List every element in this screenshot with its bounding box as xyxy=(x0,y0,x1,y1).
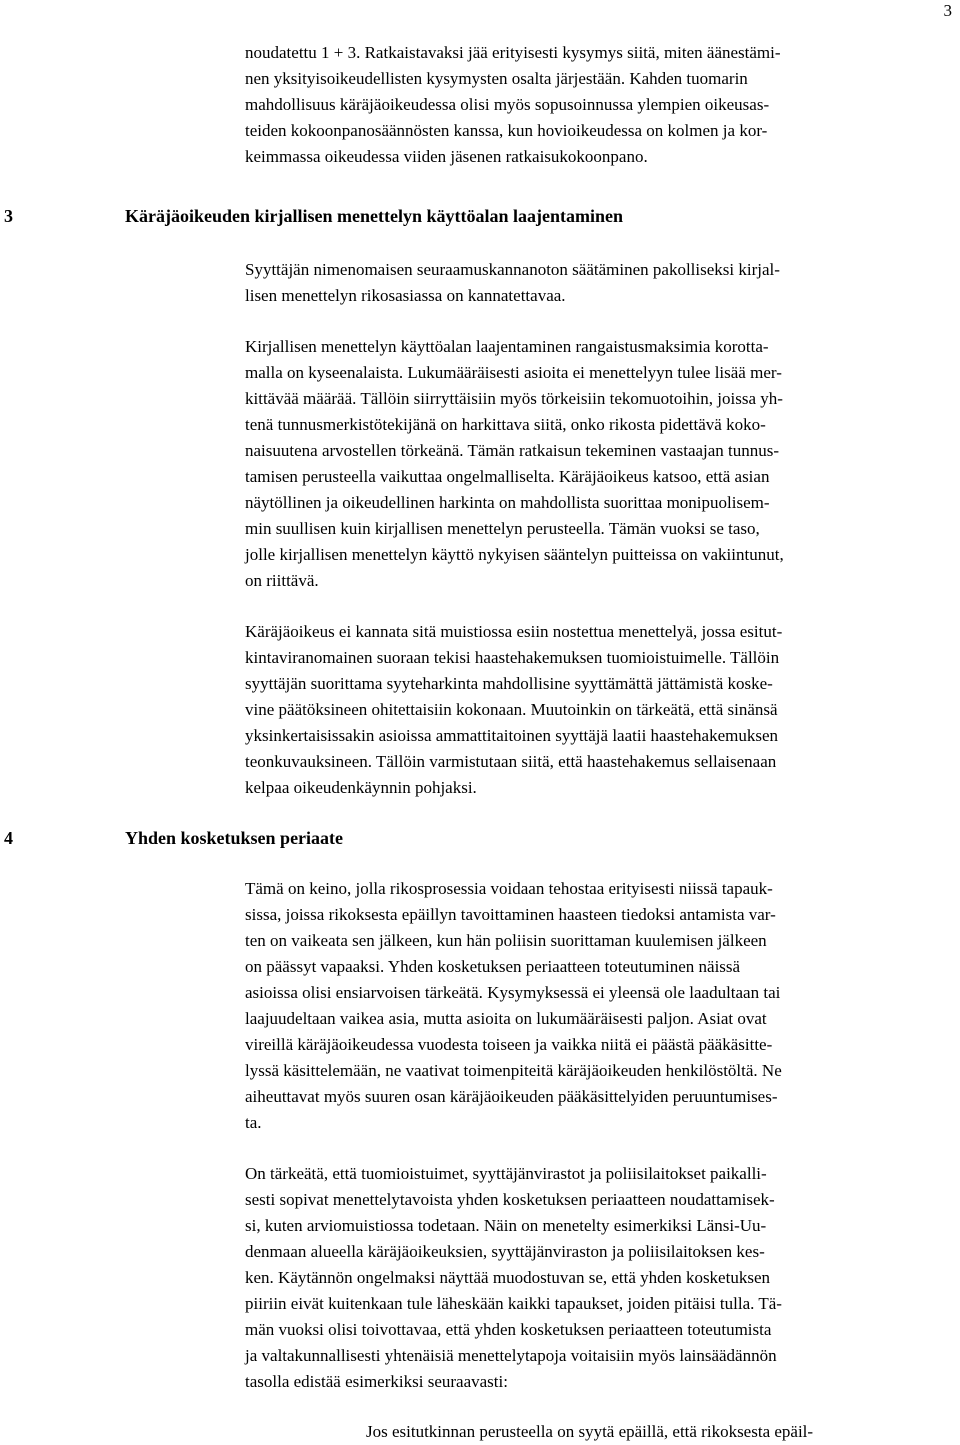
text-line: vireillä käräjäoikeudessa vuodesta toiseen ja vaikka niitä ei päästä pääkäsitte- xyxy=(245,1035,773,1054)
text-line: ken. Käytännön ongelmaksi näyttää muodostuvan se, että yhden kosketuksen xyxy=(245,1268,770,1287)
text-line: sesti sopivat menettelytavoista yhden kosketuksen periaatteen noudattamisek- xyxy=(245,1190,775,1209)
text-line: ten on vaikeata sen jälkeen, kun hän poliisin suorittaman kuulemisen jälkeen xyxy=(245,931,767,950)
section-number: 4 xyxy=(4,828,13,848)
text-line: kittävää määrää. Tällöin siirryttäisiin myös törkeisiin tekomuotoihin, joissa yh- xyxy=(245,389,783,408)
text-line: teiden kokoonpanosäännösten kanssa, kun hovioikeudessa on kolmen ja kor- xyxy=(245,121,768,140)
quote-line: Jos esitutkinnan perusteella on syytä epäillä, että rikoksesta epäil- xyxy=(366,1422,814,1441)
text-line: yksinkertaisissakin asioissa ammattitaitoinen syyttäjä laatii haastehakemuksen xyxy=(245,726,779,745)
text-line: on päässyt vapaaksi. Yhden kosketuksen periaatteen toteutuminen näissä xyxy=(245,957,741,976)
text-line: si, kuten arviomuistiossa todetaan. Näin on menetelty esimerkiksi Länsi-Uu- xyxy=(245,1216,767,1235)
text-line: Kirjallisen menettelyn käyttöalan laajentaminen rangaistusmaksimia korotta- xyxy=(245,337,769,356)
text-line: näytöllinen ja oikeudellinen harkinta on mahdollista suorittaa monipuolisem- xyxy=(245,493,770,512)
text-line: Syyttäjän nimenomaisen seuraamuskannanoton säätäminen pakolliseksi kirjal- xyxy=(245,260,780,279)
text-line: kintaviranomainen suoraan tekisi haastehakemuksen tuomioistuimelle. Tällöin xyxy=(245,648,780,667)
text-line: Tämä on keino, jolla rikosprosessia voidaan tehostaa erityisesti niissä tapauk- xyxy=(245,879,773,898)
page-number: 3 xyxy=(943,1,952,20)
text-line: denmaan alueella käräjäoikeuksien, syyttäjänviraston ja poliisilaitoksen kes- xyxy=(245,1242,765,1261)
text-line: vine päätöksineen ohitettaisiin kokonaan. Muutoinkin on tärkeätä, että sinänsä xyxy=(245,700,778,719)
text-line: On tärkeätä, että tuomioistuimet, syyttäjänvirastot ja poliisilaitokset paikalli- xyxy=(245,1164,767,1183)
text-line: lisen menettelyn rikosasiassa on kannatettavaa. xyxy=(245,286,566,305)
text-line: sissa, joissa rikoksesta epäillyn tavoittaminen haasteen tiedoksi antamista var- xyxy=(245,905,776,924)
text-line: mahdollisuus käräjäoikeudessa olisi myös sopusoinnussa ylempien oikeusas- xyxy=(245,95,770,114)
text-line: tasolla edistää esimerkiksi seuraavasti: xyxy=(245,1372,508,1391)
text-line: lyssä käsittelemään, ne vaativat toimenpiteitä käräjäoikeuden henkilöstöltä. Ne xyxy=(245,1061,782,1080)
text-line: asioissa olisi ensiarvoisen tärkeätä. Kysymyksessä ei yleensä ole laadultaan tai xyxy=(245,983,781,1002)
text-line: noudatettu 1 + 3. Ratkaistavaksi jää erityisesti kysymys siitä, miten äänestämi- xyxy=(245,43,781,62)
text-line: ta. xyxy=(245,1113,262,1132)
text-line: syyttäjän suorittama syyteharkinta mahdollisine syyttämättä jättämistä koske- xyxy=(245,674,773,693)
text-line: laajuudeltaan vaikea asia, mutta asioita on lukumääräisesti paljon. Asiat ovat xyxy=(245,1009,767,1028)
text-line: min suullisen kuin kirjallisen menettelyn perusteella. Tämän vuoksi se taso, xyxy=(245,519,760,538)
text-line: kelpaa oikeudenkäynnin pohjaksi. xyxy=(245,778,477,797)
text-line: naisuutena arvostellen törkeänä. Tämän ratkaisun tekeminen vastaajan tunnus- xyxy=(245,441,780,460)
text-line: jolle kirjallisen menettelyn käyttö nykyisen sääntelyn puitteissa on vakiintunut, xyxy=(245,545,784,564)
text-line: män vuoksi olisi toivottavaa, että yhden kosketuksen periaatteen toteutumista xyxy=(245,1320,772,1339)
text-line: aiheuttavat myös suuren osan käräjäoikeuden pääkäsittelyiden peruuntumises- xyxy=(245,1087,778,1106)
text-line: on riittävä. xyxy=(245,571,319,590)
text-line: tamisen perusteella vaikuttaa ongelmalliselta. Käräjäoikeus katsoo, että asian xyxy=(245,467,770,486)
text-line: malla on kyseenalaista. Lukumääräisesti asioita ei menettelyyn tulee lisää mer- xyxy=(245,363,782,382)
section-title: Käräjäoikeuden kirjallisen menettelyn käyttöalan laajentaminen xyxy=(125,206,623,226)
section-number: 3 xyxy=(4,206,13,226)
text-line: teonkuvauksineen. Tällöin varmistutaan siitä, että haastehakemus sellaisenaan xyxy=(245,752,777,771)
text-line: keimmassa oikeudessa viiden jäsenen ratkaisukokoonpano. xyxy=(245,147,648,166)
text-line: tenä tunnusmerkistötekijänä on harkittava siitä, onko rikosta pidettävä koko- xyxy=(245,415,766,434)
text-line: ja valtakunnallisesti yhtenäisiä menettelytapoja voitaisiin myös lainsäädännön xyxy=(245,1346,777,1365)
section-title: Yhden kosketuksen periaate xyxy=(125,828,344,848)
text-line: nen yksityisoikeudellisten kysymysten osalta järjestään. Kahden tuomarin xyxy=(245,69,748,88)
text-line: Käräjäoikeus ei kannata sitä muistiossa esiin nostettua menettelyä, jossa esitut- xyxy=(245,622,783,641)
text-line: piiriin eivät kuitenkaan tule läheskään kaikki tapaukset, joiden pitäisi tulla. Tä- xyxy=(245,1294,782,1313)
